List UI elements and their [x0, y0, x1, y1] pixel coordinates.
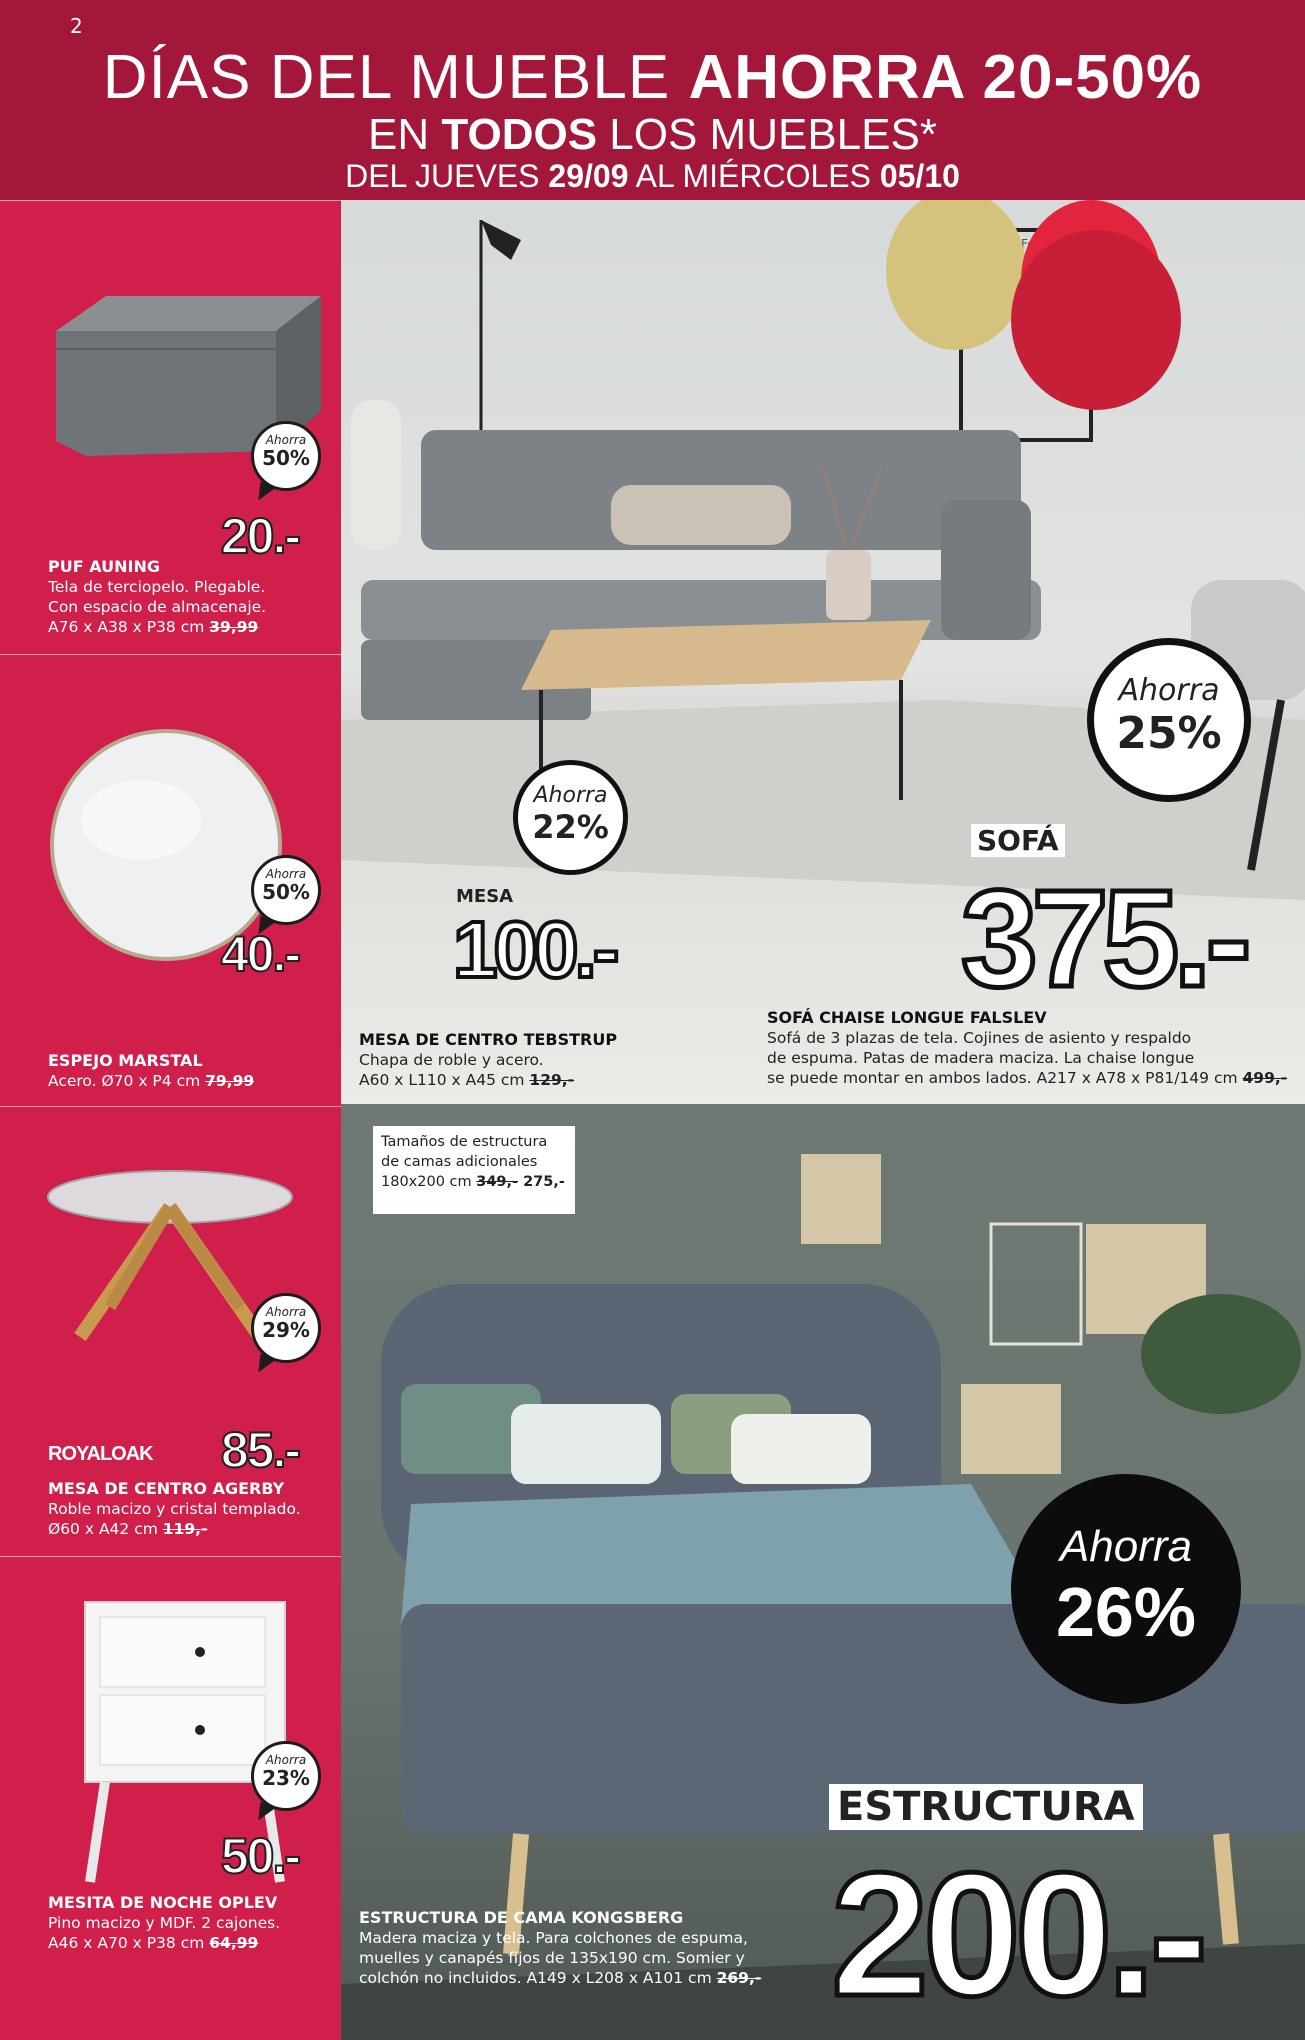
table-product-desc — [359, 1050, 574, 1090]
date-range — [0, 158, 1305, 195]
badge-label: Ahorra — [265, 433, 307, 447]
sofa-discount-badge — [1087, 638, 1251, 802]
badge-value: 29% — [262, 1318, 310, 1342]
badge-value: 23% — [262, 1766, 310, 1790]
old-price: 349,- — [476, 1174, 519, 1190]
dimensions: A60 x L110 x A45 cm — [359, 1071, 530, 1089]
desc-line — [48, 1519, 318, 1539]
header-banner — [0, 0, 1305, 200]
desc-line: Sofá de 3 plazas de tela. Cojines de asiento y respaldo — [767, 1029, 1192, 1047]
badge-label: Ahorra — [533, 783, 608, 808]
dimensions: A76 x A38 x P38 cm — [48, 618, 210, 636]
product-title: PUF AUNING — [48, 557, 160, 576]
subheadline — [0, 110, 1305, 160]
discount-badge — [251, 421, 321, 491]
badge-label: Ahorra — [1118, 673, 1220, 708]
headline-light: DÍAS DEL MUEBLE — [102, 43, 689, 112]
badge-value: 50% — [262, 446, 310, 470]
bedroom-photo — [341, 1104, 1305, 2040]
old-price: 39,99 — [209, 618, 259, 636]
new-price: 275,- — [518, 1174, 565, 1190]
note-line — [381, 1172, 567, 1192]
date-a: DEL JUEVES — [345, 158, 549, 194]
bed-product-desc — [359, 1928, 761, 1988]
desc-line — [359, 1070, 574, 1090]
subheadline-a: EN — [368, 110, 442, 159]
table-price: 100.- — [453, 905, 616, 994]
bed-price: 200.- — [831, 1837, 1203, 2033]
desc-line — [767, 1068, 1287, 1088]
desc-line: de espuma. Patas de madera maciza. La chaise longue — [767, 1049, 1195, 1067]
desc-line: muelles y canapés fijos de 135x190 cm. Somier y — [359, 1949, 745, 1967]
product-mesita-oplev[interactable] — [0, 1556, 341, 2040]
product-description — [48, 577, 318, 637]
desc-line: Tela de terciopelo. Plegable. — [48, 578, 266, 596]
price: 85.- — [220, 1422, 299, 1478]
desc-line: Madera maciza y tela. Para colchones de espuma, — [359, 1929, 748, 1947]
price: 40.- — [220, 926, 299, 982]
headline-bold: AHORRA 20-50% — [688, 43, 1203, 112]
badge-value: 25% — [1116, 708, 1222, 759]
desc-line: Con espacio de almacenaje. — [48, 598, 267, 616]
price: 50.- — [220, 1828, 299, 1884]
product-sidebar — [0, 200, 341, 2040]
badge-value: 50% — [262, 880, 310, 904]
desc-line — [48, 617, 318, 637]
dimensions: colchón no incluidos. A149 x L208 x A101 cm — [359, 1969, 717, 1987]
old-price: 119,- — [162, 1520, 208, 1538]
discount-badge — [251, 855, 321, 925]
note-size: 180x200 cm — [381, 1174, 477, 1190]
bed-label: ESTRUCTURA — [829, 1784, 1143, 1830]
desc-line — [48, 1071, 318, 1091]
product-title: MESA DE CENTRO AGERBY — [48, 1479, 285, 1498]
desc-line: Roble macizo y cristal templado. — [48, 1500, 301, 1518]
desc-line — [359, 1968, 761, 1988]
date-b: 29/09 — [548, 158, 629, 194]
discount-badge — [251, 1741, 321, 1811]
product-mesa-agerby[interactable] — [0, 1106, 341, 1557]
dimensions: se puede montar en ambos lados. A217 x A78 x P81/149 cm — [767, 1069, 1243, 1087]
badge-value: 22% — [532, 808, 609, 846]
badge-label: Ahorra — [265, 1753, 307, 1767]
old-price: 64,99 — [209, 1934, 259, 1952]
product-description — [48, 1499, 318, 1539]
extra-sizes-note — [373, 1126, 575, 1214]
headline — [0, 42, 1305, 113]
bed-discount-badge — [1011, 1474, 1241, 1704]
table-product-title: MESA DE CENTRO TEBSTRUP — [359, 1030, 618, 1049]
product-title: MESITA DE NOCHE OPLEV — [48, 1893, 278, 1912]
desc-line: Pino macizo y MDF. 2 cajones. — [48, 1914, 281, 1932]
date-d: 05/10 — [879, 158, 960, 194]
sofa-product-desc — [767, 1028, 1287, 1088]
note-line: de camas adicionales — [381, 1154, 538, 1170]
desc-line: Chapa de roble y acero. — [359, 1051, 544, 1069]
old-price: 129,- — [529, 1071, 575, 1089]
badge-label: Ahorra — [265, 867, 307, 881]
product-description — [48, 1071, 318, 1091]
bed-product-title: ESTRUCTURA DE CAMA KONGSBERG — [359, 1908, 684, 1927]
badge-value: 26% — [1055, 1573, 1197, 1651]
dimensions: Acero. Ø70 x P4 cm — [48, 1072, 206, 1090]
badge-label: Ahorra — [265, 1305, 307, 1319]
date-c: AL MIÉRCOLES — [628, 158, 880, 194]
badge-label: Ahorra — [1059, 1522, 1193, 1571]
dimensions: A46 x A70 x P38 cm — [48, 1934, 210, 1952]
product-puf-auning[interactable] — [0, 200, 341, 655]
product-description — [48, 1913, 318, 1953]
price: 20.- — [220, 508, 299, 564]
page-number: 2 — [70, 14, 83, 38]
old-price: 269,- — [716, 1969, 762, 1987]
sofa-product-title: SOFÁ CHAISE LONGUE FALSLEV — [767, 1008, 1047, 1027]
product-title: ESPEJO MARSTAL — [48, 1051, 203, 1070]
old-price: 79,99 — [205, 1072, 255, 1090]
subheadline-c: LOS MUEBLES* — [597, 110, 937, 159]
table-label: MESA — [456, 886, 514, 907]
discount-badge — [251, 1293, 321, 1363]
sofa-label: SOFÁ — [971, 824, 1065, 857]
old-price: 499,- — [1242, 1069, 1288, 1087]
desc-line — [48, 1933, 318, 1953]
sofa-price: 375.- — [961, 862, 1246, 1016]
subheadline-b: TODOS — [441, 110, 598, 159]
table-discount-badge — [513, 760, 628, 875]
living-room-photo — [341, 200, 1305, 1104]
note-line: Tamaños de estructura — [381, 1134, 548, 1150]
dimensions: Ø60 x A42 cm — [48, 1520, 163, 1538]
product-espejo-marstal[interactable] — [0, 654, 341, 1107]
brand-logo: ROYALOAK — [48, 1443, 153, 1465]
